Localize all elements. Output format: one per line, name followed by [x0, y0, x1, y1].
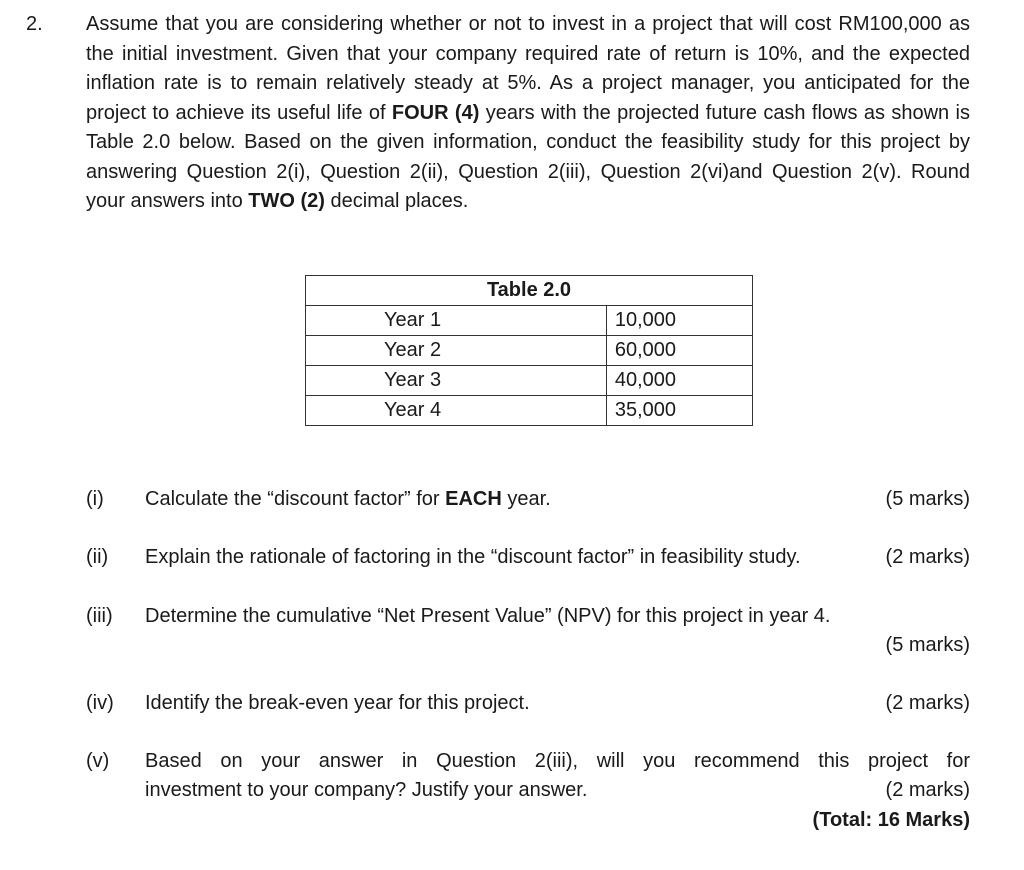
subquestion-label: (ii): [86, 546, 109, 568]
cash-flow-table: [305, 275, 753, 426]
table-cell-value: 40,000: [607, 366, 753, 396]
subquestion-label: (i): [86, 488, 104, 510]
table-cell-year: Year 3: [306, 366, 607, 396]
table-header-row: [306, 276, 753, 306]
subquestion-label: (v): [86, 750, 110, 772]
total-marks: (Total: 16 Marks): [812, 809, 970, 831]
subquestion-marks: (5 marks): [885, 488, 970, 510]
table-row: [306, 306, 753, 336]
subquestion-text-part-2: year.: [501, 488, 551, 510]
subquestion-marks: (5 marks): [885, 634, 970, 656]
question-intro: [86, 10, 970, 217]
intro-text-part-1: Assume that you are considering whether or not to invest in a project that will cost RM100,000 as the initial investment. Given that your company required rate of return is 10%, and the expected inflation rate is to remain relatively steady at 5%. As a project manager, you anticipated for the project to achieve its useful life of: [86, 13, 970, 124]
table-cell-value: 60,000: [607, 336, 753, 366]
table-cell-value: 10,000: [607, 306, 753, 336]
subquestion-label: (iii): [86, 605, 113, 627]
subquestion-text-line-2: investment to your company? Justify your answer.: [145, 779, 588, 801]
subquestion-marks: (2 marks): [885, 779, 970, 801]
subquestion-bold-each: EACH: [445, 488, 502, 510]
table-row: [306, 336, 753, 366]
table-cell-value: 35,000: [607, 396, 753, 426]
table-cell-year: Year 2: [306, 336, 607, 366]
subquestion-marks: (2 marks): [885, 546, 970, 568]
intro-text-part-2: years with the projected future cash flows as shown is Table 2.0 below. Based on the given information, conduct the feasibility study for this project by answering Question 2(i), Question 2(ii), Question 2(iii), Question 2(vi)and Question 2(v). Round your answers into: [86, 101, 971, 212]
question-number: 2.: [26, 13, 43, 35]
subquestion-marks: (2 marks): [885, 692, 970, 714]
subquestion-text: Explain the rationale of factoring in the “discount factor” in feasibility study.: [145, 546, 801, 568]
intro-bold-decimals: TWO (2): [248, 190, 325, 212]
subquestion-text: Identify the break-even year for this project.: [145, 692, 530, 714]
subquestion-label: (iv): [86, 692, 114, 714]
subquestion-text-part-1: Calculate the “discount factor” for: [145, 488, 446, 510]
table-title: Table 2.0: [306, 276, 753, 306]
intro-text-part-3: decimal places.: [324, 190, 469, 212]
intro-bold-years: FOUR (4): [391, 101, 480, 124]
subquestion-text: Determine the cumulative “Net Present Value” (NPV) for this project in year 4.: [145, 605, 831, 627]
subquestion-text: [145, 485, 970, 514]
table-row: [306, 396, 753, 426]
subquestion-text-line-1: Based on your answer in Question 2(iii), will you recommend this project for: [145, 750, 970, 772]
table-cell-year: Year 1: [306, 306, 607, 336]
table-row: [306, 366, 753, 396]
table-cell-year: Year 4: [306, 396, 607, 426]
